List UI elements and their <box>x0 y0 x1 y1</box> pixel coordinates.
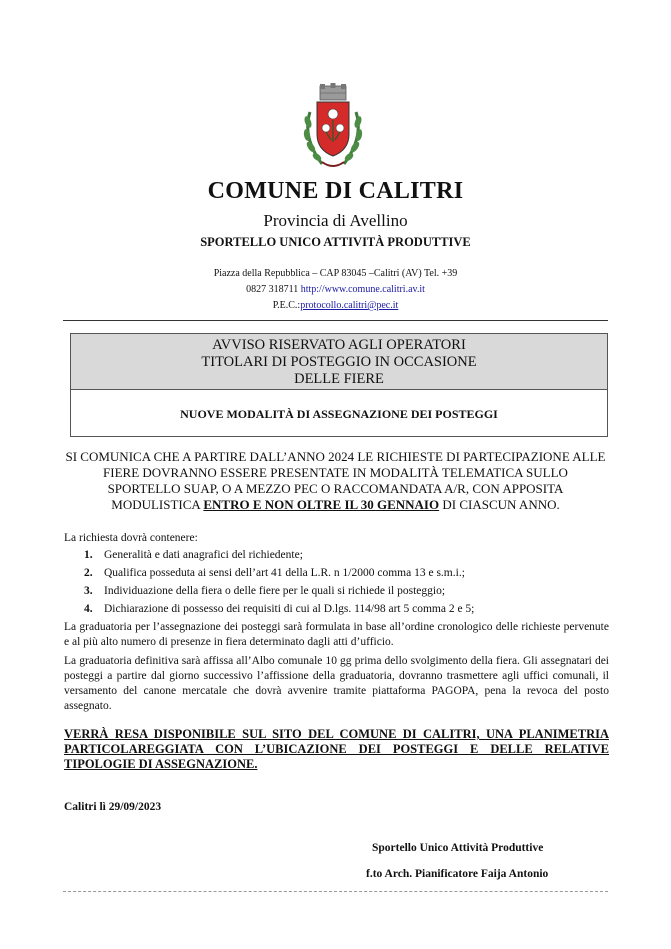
requirement-item <box>84 549 303 561</box>
pec-email-link[interactable]: protocollo.calitri@pec.it <box>300 300 399 311</box>
notice-heading-line: AVVISO RISERVATO AGLI OPERATORI <box>212 337 466 353</box>
pec-label: P.E.C.: <box>272 300 301 311</box>
document-date: Calitri lì 29/09/2023 <box>64 801 162 813</box>
ranking-paragraph: La graduatoria per l’assegnazione dei posteggi sarà formulata in base all’ordine cronologico delle richieste pervenute e al più alto numero di presenze in fiera determinato dagli atti d’ufficio. <box>64 621 609 648</box>
footer-divider <box>63 891 608 892</box>
address-line: Piazza della Repubblica – CAP 83045 –Calitri (AV) Tel. +39 <box>213 268 458 279</box>
page-title: COMUNE DI CALITRI <box>207 178 464 204</box>
map-availability-notice: VERRÀ RESA DISPONIBILE SUL SITO DEL COMUNE DI CALITRI, UNA PLANIMETRIA PARTICOLAREGGIATA CON L’UBICAZIONE DEI POSTEGGI E DELLE RELATIVE TIPOLOGIE DI ASSEGNAZIONE. <box>64 727 609 771</box>
final-ranking-paragraph: La graduatoria definitiva sarà affissa all’Albo comunale 10 gg prima dello svolgimento della fiera. Gli assegnatari dei posteggi a partire dal giorno successivo l’affissione della graduatoria, dovranno trasmettere agli uffici comunali, il versamento del canone mercatale che dovrà avvenire tramite piattaforma PAGOPA, pena la revoca del posto assegnato. <box>64 655 609 712</box>
requirement-item <box>84 603 474 615</box>
requirement-item <box>84 567 465 579</box>
coat-of-arms-icon <box>298 82 368 174</box>
office-name: SPORTELLO UNICO ATTIVITÀ PRODUTTIVE <box>200 235 471 249</box>
requirement-item <box>84 585 445 597</box>
communication-tail: DI CIASCUN ANNO. <box>439 497 560 512</box>
phone-website-line <box>0 284 671 295</box>
requirement-number: 1. <box>84 549 93 561</box>
deadline-text: ENTRO E NON OLTRE IL 30 GENNAIO <box>203 497 440 512</box>
requirement-number: 3. <box>84 585 93 597</box>
notice-heading-line: DELLE FIERE <box>294 371 384 387</box>
requirement-number: 2. <box>84 567 93 579</box>
province-label: Provincia di Avellino <box>263 211 408 230</box>
communication-body: SI COMUNICA CHE A PARTIRE DALL’ANNO 2024 LE RICHIESTE DI PARTECIPAZIONE ALLE FIERE DOVRANNO ESSERE PRESENTATE IN MODALITÀ TELEMATICA SULLO SPORTELLO SUAP, O A MEZZO PEC O RACCOMANDATA A/R, CON APPOSITA MODULISTICA <box>65 449 606 512</box>
notice-heading-line: TITOLARI DI POSTEGGIO IN OCCASIONE <box>201 354 477 370</box>
website-link[interactable]: http://www.comune.calitri.av.it <box>300 284 425 295</box>
requirement-text: Dichiarazione di possesso dei requisiti di cui al D.lgs. 114/98 art 5 comma 2 e 5; <box>104 603 475 615</box>
signature-name: f.to Arch. Pianificatore Faija Antonio <box>366 868 549 880</box>
pec-line <box>0 300 671 311</box>
communication-text <box>65 449 606 513</box>
notice-heading <box>71 334 607 390</box>
signature-office: Sportello Unico Attività Produttive <box>372 842 544 854</box>
notice-subheading: NUOVE MODALITÀ DI ASSEGNAZIONE DEI POSTEGGI <box>180 407 498 421</box>
phone-number: 0827 318711 <box>246 284 299 295</box>
requirement-text: Individuazione della fiera o delle fiere per le quali si richiede il posteggio; <box>104 585 446 597</box>
requirement-text: Qualifica posseduta ai sensi dell’art 41 della L.R. n 1/2000 comma 13 e s.m.i.; <box>104 567 465 579</box>
notice-box <box>70 333 608 437</box>
requirement-text: Generalità e dati anagrafici del richiedente; <box>104 549 303 561</box>
requirements-intro: La richiesta dovrà contenere: <box>64 532 198 544</box>
header-divider <box>63 320 608 321</box>
requirement-number: 4. <box>84 603 93 615</box>
